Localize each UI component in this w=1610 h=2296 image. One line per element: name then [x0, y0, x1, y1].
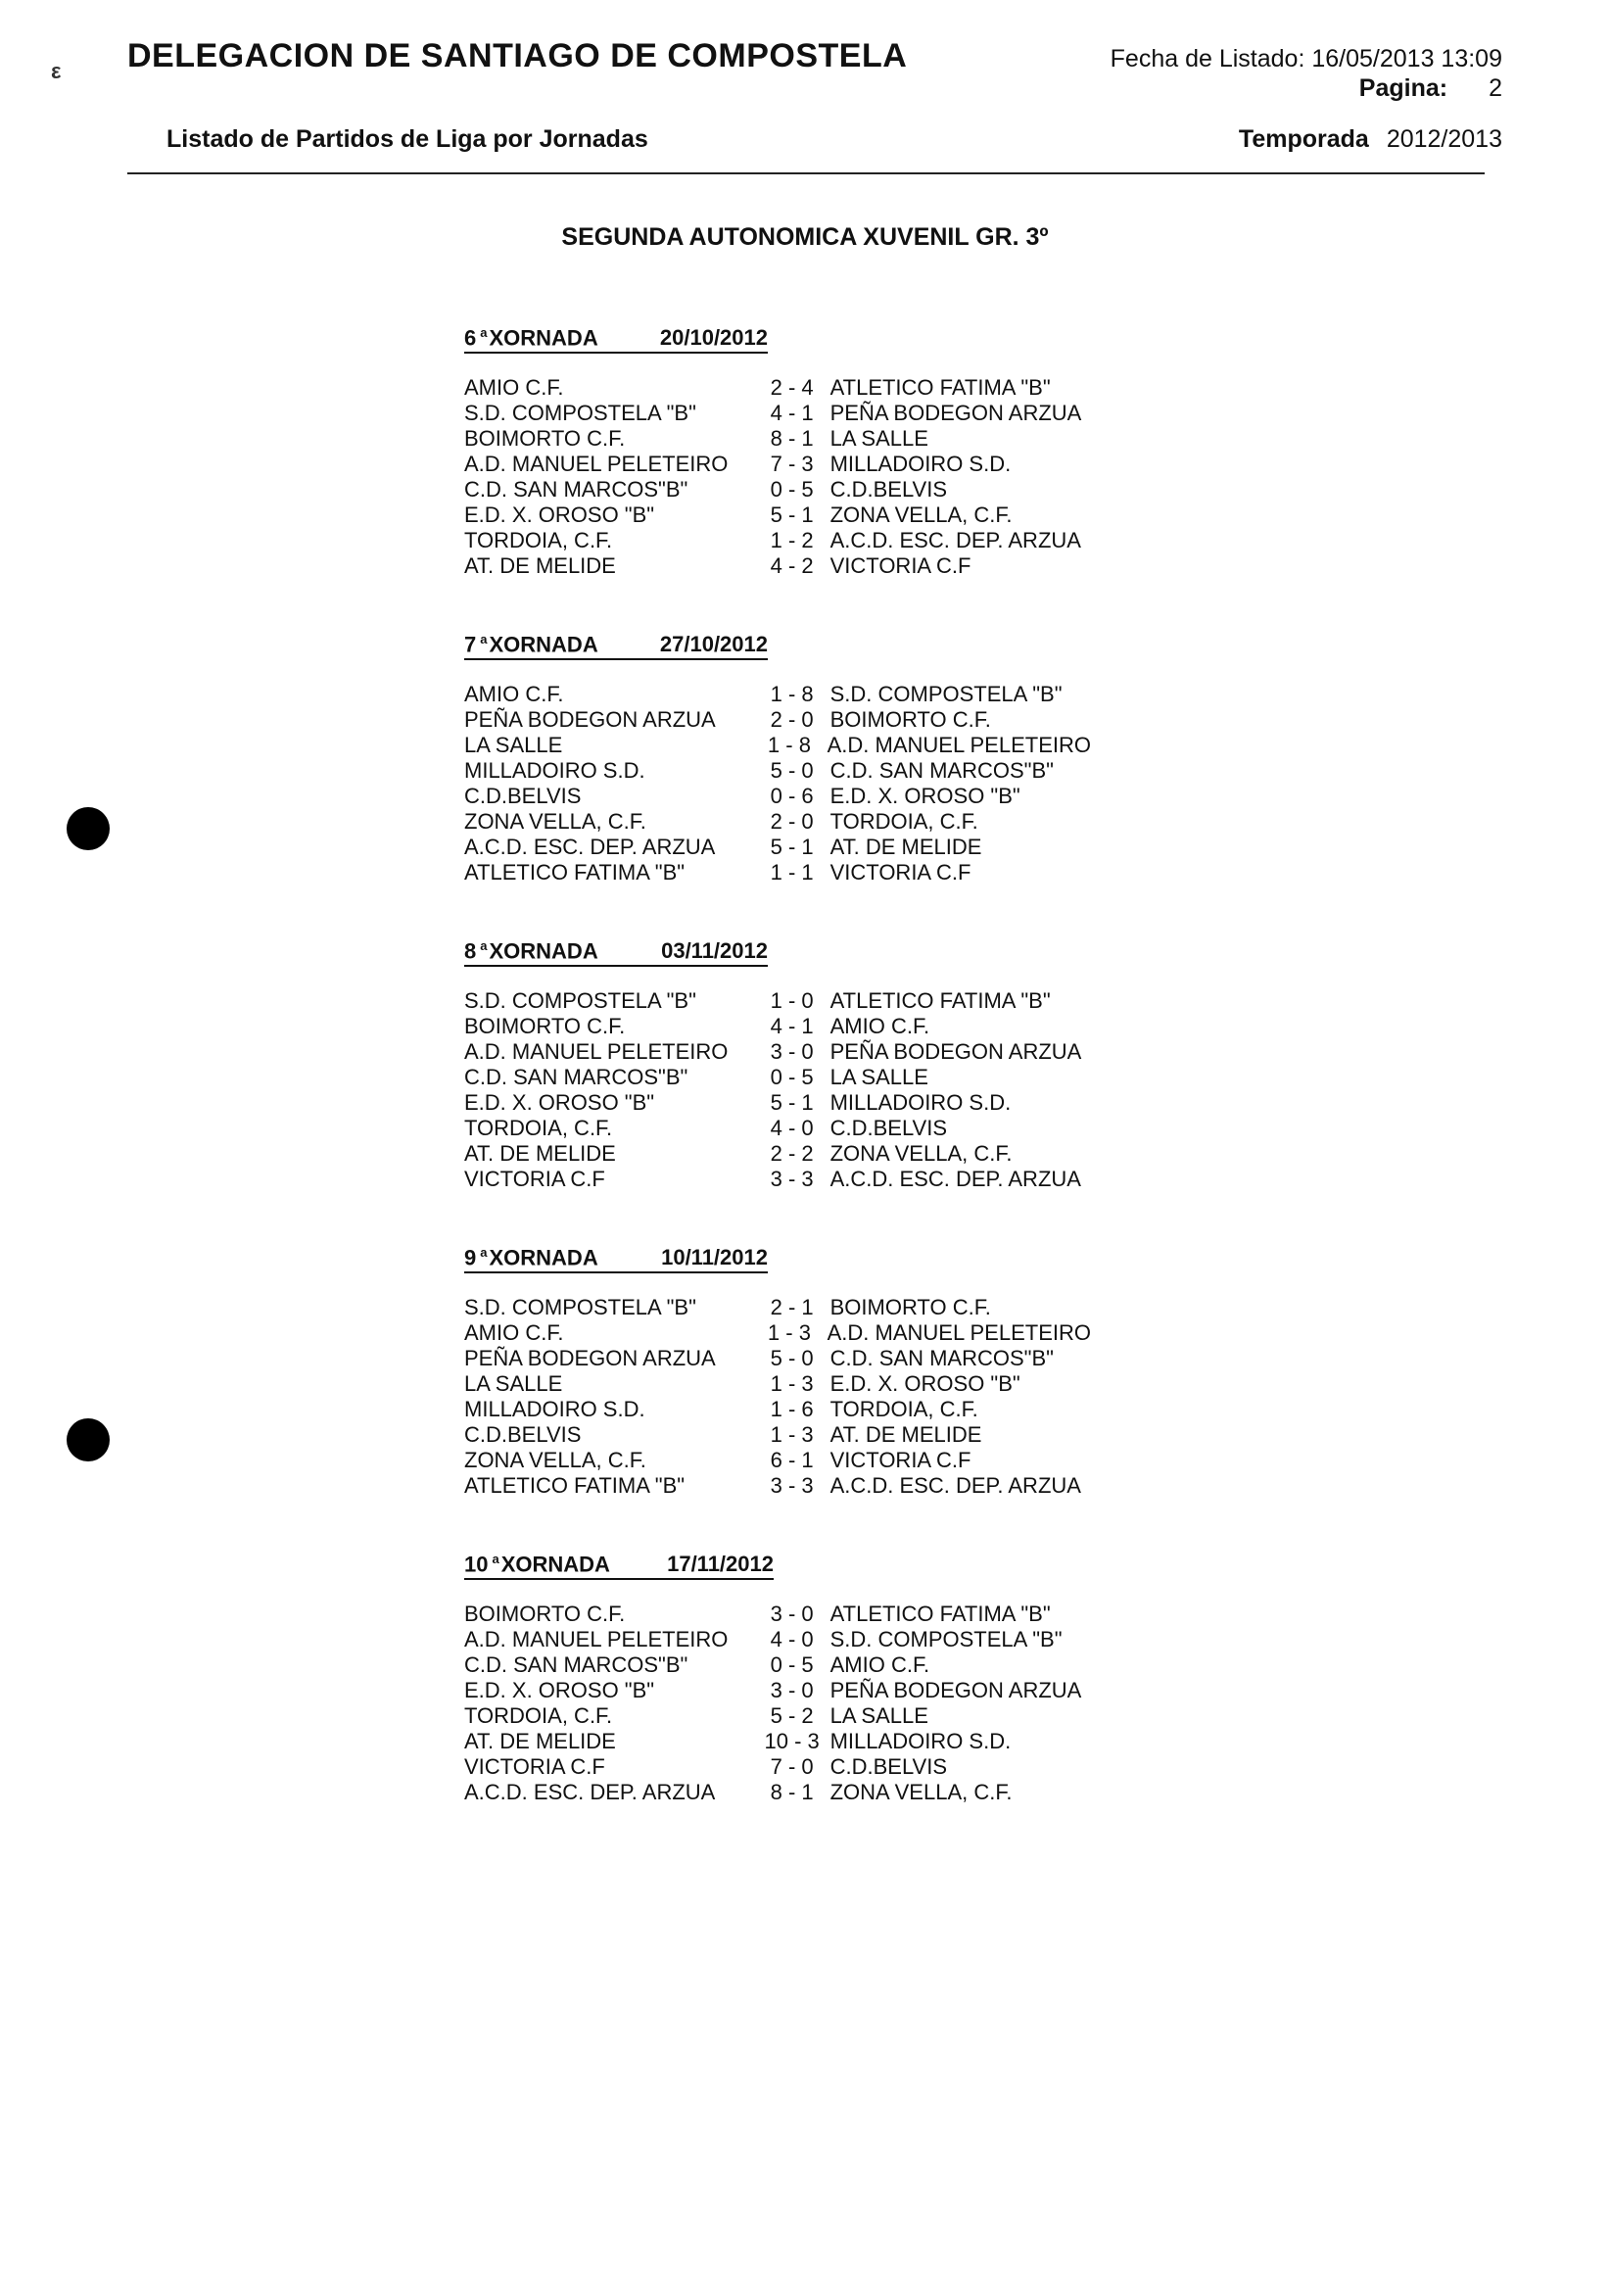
match-row — [464, 426, 1091, 452]
round-number: 9 — [464, 1245, 477, 1270]
round-title — [464, 632, 598, 657]
listing-date-label: Fecha de Listado: — [1110, 45, 1305, 72]
home-team: C.D.BELVIS — [464, 1422, 582, 1448]
away-team: LA SALLE — [829, 1703, 928, 1729]
match-row — [464, 1065, 1091, 1090]
match-score: 2 - 4 — [770, 375, 814, 401]
match-row — [464, 733, 1091, 758]
away-team: VICTORIA C.F — [829, 860, 971, 885]
match-row — [464, 1678, 1091, 1703]
round-ordinal: a — [480, 938, 488, 953]
punch-hole — [67, 807, 110, 850]
round-title — [464, 1245, 598, 1270]
match-row — [464, 1346, 1091, 1371]
away-team: ATLETICO FATIMA "B" — [829, 1602, 1051, 1627]
away-team: S.D. COMPOSTELA "B" — [829, 682, 1063, 707]
report-title: Listado de Partidos de Liga por Jornadas — [166, 125, 648, 153]
match-score: 5 - 1 — [770, 835, 814, 860]
season — [1239, 125, 1502, 154]
home-team: BOIMORTO C.F. — [464, 1014, 626, 1039]
round-date: 27/10/2012 — [659, 632, 768, 656]
match-score: 10 - 3 — [764, 1729, 820, 1754]
round-label: XORNADA — [489, 325, 598, 351]
match-row — [464, 452, 1091, 477]
match-row — [464, 1039, 1091, 1065]
home-team: C.D.BELVIS — [464, 784, 582, 809]
home-team: E.D. X. OROSO "B" — [464, 502, 655, 528]
match-row — [464, 1167, 1091, 1192]
away-team: ZONA VELLA, C.F. — [829, 1780, 1013, 1805]
round-ordinal: a — [480, 632, 488, 646]
away-team: A.C.D. ESC. DEP. ARZUA — [829, 1473, 1081, 1499]
away-team: TORDOIA, C.F. — [829, 1397, 978, 1422]
match-score: 0 - 6 — [770, 784, 814, 809]
match-row — [464, 1116, 1091, 1141]
round-header — [464, 1245, 768, 1273]
home-team: MILLADOIRO S.D. — [464, 1397, 645, 1422]
round-number: 10 — [464, 1552, 489, 1577]
away-team: A.D. MANUEL PELETEIRO — [827, 1320, 1091, 1346]
away-team: ATLETICO FATIMA "B" — [829, 375, 1051, 401]
match-row — [464, 528, 1091, 553]
match-score: 2 - 1 — [770, 1295, 814, 1320]
match-row — [464, 1627, 1091, 1652]
round-block — [464, 1245, 1091, 1499]
home-team: C.D. SAN MARCOS"B" — [464, 1065, 688, 1090]
home-team: E.D. X. OROSO "B" — [464, 1090, 655, 1116]
home-team: S.D. COMPOSTELA "B" — [464, 1295, 696, 1320]
match-row — [464, 860, 1091, 885]
match-row — [464, 707, 1091, 733]
match-score: 0 - 5 — [770, 477, 814, 502]
match-score: 5 - 1 — [770, 1090, 814, 1116]
away-team: A.C.D. ESC. DEP. ARZUA — [829, 1167, 1081, 1192]
home-team: TORDOIA, C.F. — [464, 1703, 613, 1729]
match-score: 3 - 0 — [770, 1039, 814, 1065]
home-team: AMIO C.F. — [464, 1320, 564, 1346]
round-date: 17/11/2012 — [667, 1552, 774, 1576]
away-team: C.D.BELVIS — [829, 1116, 948, 1141]
match-row — [464, 758, 1091, 784]
page-number: 2 — [1489, 74, 1502, 102]
away-team: LA SALLE — [829, 426, 928, 452]
match-list — [464, 1295, 1091, 1499]
match-row — [464, 1703, 1091, 1729]
match-score: 4 - 0 — [770, 1116, 814, 1141]
page-label: Pagina: — [1358, 74, 1448, 102]
match-score: 5 - 0 — [770, 1346, 814, 1371]
match-score: 7 - 0 — [770, 1754, 814, 1780]
round-label: XORNADA — [489, 1245, 598, 1270]
match-score: 0 - 5 — [770, 1652, 814, 1678]
away-team: VICTORIA C.F — [829, 1448, 971, 1473]
away-team: BOIMORTO C.F. — [829, 1295, 991, 1320]
round-header — [464, 1552, 774, 1580]
round-number: 8 — [464, 938, 477, 964]
match-list — [464, 375, 1091, 579]
round-label: XORNADA — [489, 632, 598, 657]
match-list — [464, 988, 1091, 1192]
round-number: 6 — [464, 325, 477, 351]
away-team: PEÑA BODEGON ARZUA — [829, 1678, 1082, 1703]
match-row — [464, 1141, 1091, 1167]
match-row — [464, 1729, 1091, 1754]
round-date: 10/11/2012 — [661, 1245, 768, 1269]
round-date: 20/10/2012 — [659, 325, 768, 350]
match-score: 3 - 0 — [770, 1602, 814, 1627]
match-score: 1 - 3 — [770, 1422, 814, 1448]
away-team: C.D. SAN MARCOS"B" — [829, 758, 1054, 784]
home-team: ZONA VELLA, C.F. — [464, 809, 646, 835]
home-team: TORDOIA, C.F. — [464, 528, 613, 553]
home-team: VICTORIA C.F — [464, 1167, 605, 1192]
match-row — [464, 1754, 1091, 1780]
match-score: 5 - 1 — [770, 502, 814, 528]
away-team: TORDOIA, C.F. — [829, 809, 978, 835]
away-team: C.D. SAN MARCOS"B" — [829, 1346, 1054, 1371]
match-score: 1 - 2 — [770, 528, 814, 553]
match-score: 3 - 3 — [770, 1473, 814, 1499]
round-header — [464, 632, 768, 660]
competition-title: SEGUNDA AUTONOMICA XUVENIL GR. 3º — [561, 223, 1049, 251]
away-team: E.D. X. OROSO "B" — [829, 1371, 1020, 1397]
match-score: 1 - 8 — [770, 682, 814, 707]
round-title — [464, 325, 598, 351]
away-team: AMIO C.F. — [829, 1652, 930, 1678]
round-ordinal: a — [480, 1245, 488, 1260]
home-team: AT. DE MELIDE — [464, 553, 616, 579]
match-score: 4 - 0 — [770, 1627, 814, 1652]
match-row — [464, 988, 1091, 1014]
away-team: BOIMORTO C.F. — [829, 707, 991, 733]
home-team: C.D. SAN MARCOS"B" — [464, 1652, 688, 1678]
match-row — [464, 502, 1091, 528]
away-team: MILLADOIRO S.D. — [829, 1090, 1012, 1116]
home-team: A.C.D. ESC. DEP. ARZUA — [464, 1780, 716, 1805]
match-row — [464, 553, 1091, 579]
match-row — [464, 1602, 1091, 1627]
match-list — [464, 682, 1091, 885]
home-team: C.D. SAN MARCOS"B" — [464, 477, 688, 502]
match-score: 1 - 3 — [770, 1371, 814, 1397]
away-team: C.D.BELVIS — [829, 1754, 948, 1780]
home-team: A.D. MANUEL PELETEIRO — [464, 452, 729, 477]
home-team: MILLADOIRO S.D. — [464, 758, 645, 784]
match-row — [464, 375, 1091, 401]
match-score: 6 - 1 — [770, 1448, 814, 1473]
match-row — [464, 835, 1091, 860]
match-score: 4 - 1 — [770, 401, 814, 426]
away-team: LA SALLE — [829, 1065, 928, 1090]
away-team: AT. DE MELIDE — [829, 1422, 982, 1448]
match-row — [464, 784, 1091, 809]
round-date: 03/11/2012 — [661, 938, 768, 963]
home-team: AT. DE MELIDE — [464, 1729, 616, 1754]
away-team: A.D. MANUEL PELETEIRO — [827, 733, 1091, 758]
round-block — [464, 632, 1091, 885]
away-team: MILLADOIRO S.D. — [829, 452, 1012, 477]
home-team: PEÑA BODEGON ARZUA — [464, 1346, 716, 1371]
home-team: VICTORIA C.F — [464, 1754, 605, 1780]
match-row — [464, 1320, 1091, 1346]
match-score: 7 - 3 — [770, 452, 814, 477]
home-team: AT. DE MELIDE — [464, 1141, 616, 1167]
away-team: PEÑA BODEGON ARZUA — [829, 1039, 1082, 1065]
home-team: ATLETICO FATIMA "B" — [464, 1473, 686, 1499]
match-row — [464, 1652, 1091, 1678]
round-title — [464, 938, 598, 964]
match-score: 1 - 1 — [770, 860, 814, 885]
match-score: 4 - 1 — [770, 1014, 814, 1039]
match-row — [464, 1090, 1091, 1116]
match-row — [464, 401, 1091, 426]
listing-date — [1111, 45, 1502, 73]
header-divider — [127, 172, 1485, 174]
home-team: E.D. X. OROSO "B" — [464, 1678, 655, 1703]
round-header — [464, 938, 768, 967]
home-team: BOIMORTO C.F. — [464, 426, 626, 452]
home-team: S.D. COMPOSTELA "B" — [464, 401, 696, 426]
match-row — [464, 1473, 1091, 1499]
season-label: Temporada — [1238, 125, 1369, 153]
round-header — [464, 325, 768, 354]
home-team: AMIO C.F. — [464, 375, 564, 401]
away-team: ZONA VELLA, C.F. — [829, 1141, 1013, 1167]
match-score: 1 - 6 — [770, 1397, 814, 1422]
away-team: ATLETICO FATIMA "B" — [829, 988, 1051, 1014]
listing-date-value: 16/05/2013 13:09 — [1311, 45, 1502, 72]
scan-mark: ε — [51, 59, 62, 83]
match-score: 1 - 3 — [767, 1320, 811, 1346]
home-team: LA SALLE — [464, 1371, 563, 1397]
away-team: ZONA VELLA, C.F. — [829, 502, 1013, 528]
match-score: 3 - 0 — [770, 1678, 814, 1703]
match-row — [464, 1371, 1091, 1397]
away-team: AMIO C.F. — [829, 1014, 930, 1039]
round-title — [464, 1552, 610, 1577]
round-label: XORNADA — [489, 938, 598, 964]
round-label: XORNADA — [500, 1552, 610, 1577]
match-score: 8 - 1 — [770, 1780, 814, 1805]
away-team: A.C.D. ESC. DEP. ARZUA — [829, 528, 1081, 553]
match-score: 0 - 5 — [770, 1065, 814, 1090]
home-team: ATLETICO FATIMA "B" — [464, 860, 686, 885]
match-score: 3 - 3 — [770, 1167, 814, 1192]
match-score: 1 - 8 — [767, 733, 811, 758]
home-team: S.D. COMPOSTELA "B" — [464, 988, 696, 1014]
punch-hole — [67, 1418, 110, 1461]
match-row — [464, 477, 1091, 502]
match-row — [464, 1780, 1091, 1805]
round-ordinal: a — [492, 1552, 499, 1566]
round-number: 7 — [464, 632, 477, 657]
match-list — [464, 1602, 1091, 1805]
away-team: C.D.BELVIS — [829, 477, 948, 502]
away-team: AT. DE MELIDE — [829, 835, 982, 860]
match-score: 5 - 0 — [770, 758, 814, 784]
round-ordinal: a — [480, 325, 488, 340]
home-team: A.D. MANUEL PELETEIRO — [464, 1039, 729, 1065]
match-row — [464, 809, 1091, 835]
home-team: A.D. MANUEL PELETEIRO — [464, 1627, 729, 1652]
home-team: AMIO C.F. — [464, 682, 564, 707]
match-score: 2 - 0 — [770, 809, 814, 835]
page-indicator — [1359, 74, 1502, 103]
match-row — [464, 682, 1091, 707]
match-row — [464, 1448, 1091, 1473]
organization-title: DELEGACION DE SANTIAGO DE COMPOSTELA — [127, 37, 908, 74]
round-block — [464, 1552, 1091, 1805]
home-team: BOIMORTO C.F. — [464, 1602, 626, 1627]
away-team: E.D. X. OROSO "B" — [829, 784, 1020, 809]
match-score: 1 - 0 — [770, 988, 814, 1014]
away-team: S.D. COMPOSTELA "B" — [829, 1627, 1063, 1652]
match-row — [464, 1422, 1091, 1448]
home-team: A.C.D. ESC. DEP. ARZUA — [464, 835, 716, 860]
away-team: VICTORIA C.F — [829, 553, 971, 579]
away-team: MILLADOIRO S.D. — [829, 1729, 1012, 1754]
away-team: PEÑA BODEGON ARZUA — [829, 401, 1082, 426]
match-row — [464, 1014, 1091, 1039]
home-team: ZONA VELLA, C.F. — [464, 1448, 646, 1473]
season-value: 2012/2013 — [1386, 125, 1502, 153]
match-row — [464, 1397, 1091, 1422]
round-block — [464, 325, 1091, 579]
match-score: 8 - 1 — [770, 426, 814, 452]
home-team: TORDOIA, C.F. — [464, 1116, 613, 1141]
home-team: LA SALLE — [464, 733, 563, 758]
match-score: 4 - 2 — [770, 553, 814, 579]
match-score: 2 - 0 — [770, 707, 814, 733]
match-score: 5 - 2 — [770, 1703, 814, 1729]
match-row — [464, 1295, 1091, 1320]
match-score: 2 - 2 — [770, 1141, 814, 1167]
home-team: PEÑA BODEGON ARZUA — [464, 707, 716, 733]
round-block — [464, 938, 1091, 1192]
